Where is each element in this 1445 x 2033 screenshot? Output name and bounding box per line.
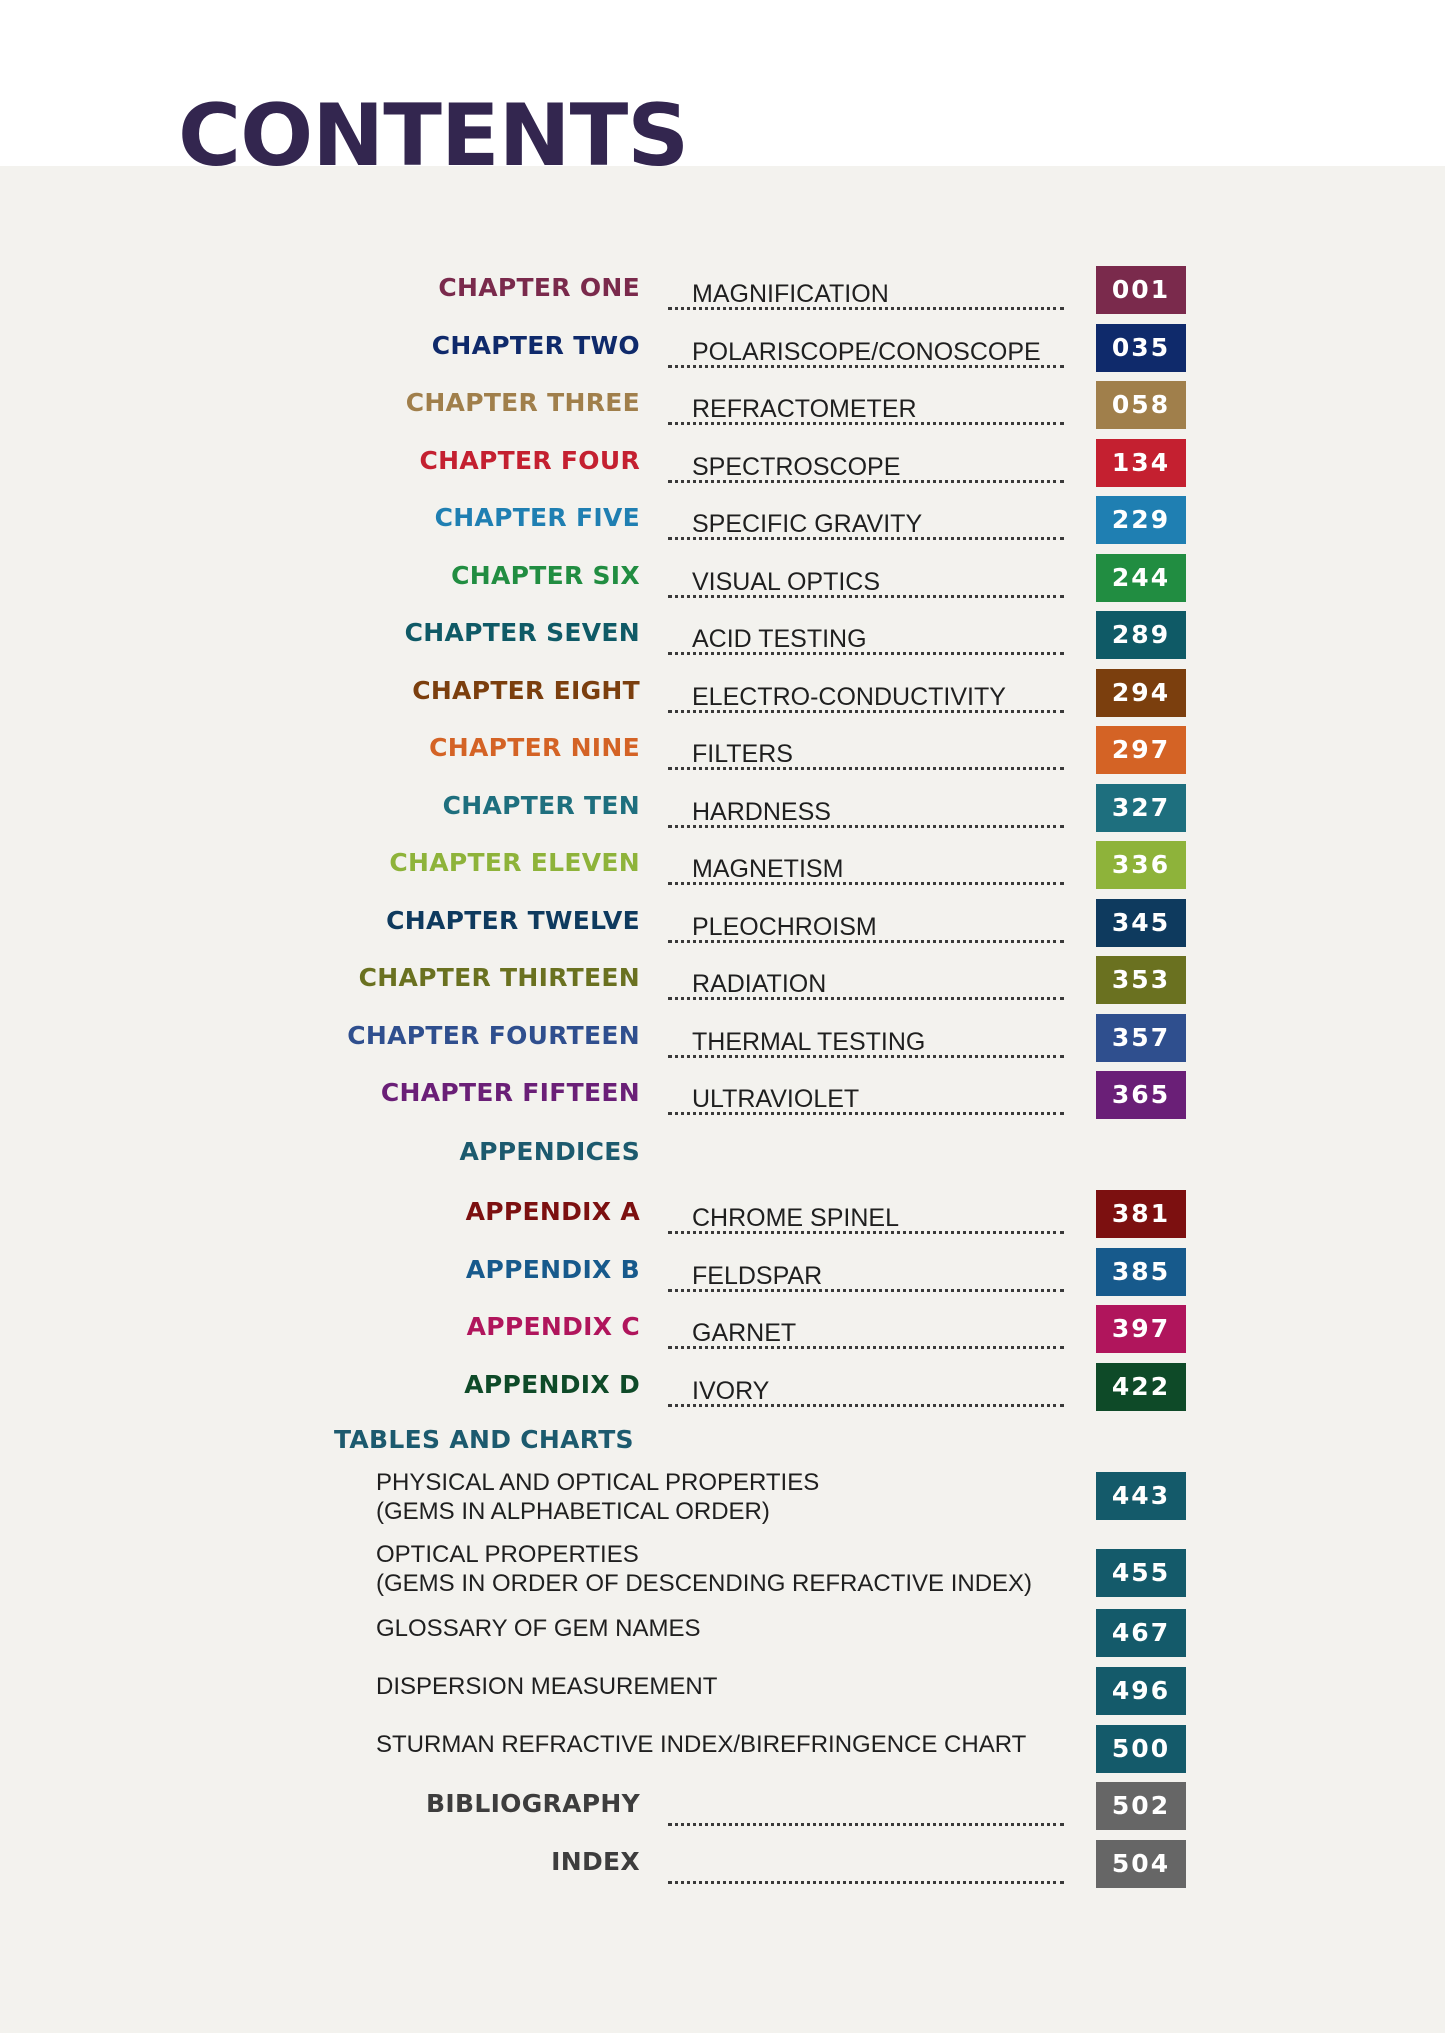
toc-entry[interactable] (0, 724, 1445, 776)
page-title: CONTENTS (178, 86, 689, 186)
entry-leader-line (668, 1369, 1064, 1407)
entry-leader-line (668, 502, 1064, 540)
entry-label[interactable]: CHAPTER FIVE (434, 503, 640, 532)
title-line: OPTICAL PROPERTIES (376, 1541, 639, 1568)
toc-entry[interactable] (0, 437, 1445, 489)
title-line: DISPERSION MEASUREMENT (376, 1673, 718, 1700)
table-entry-title[interactable] (376, 1540, 1032, 1598)
page-number-badge[interactable]: 496 (1096, 1667, 1186, 1715)
entry-label[interactable]: APPENDIX A (465, 1197, 640, 1226)
page-number-badge[interactable]: 297 (1096, 726, 1186, 774)
page-number-badge[interactable]: 244 (1096, 554, 1186, 602)
page-number-badge[interactable]: 397 (1096, 1305, 1186, 1353)
appendices-heading: APPENDICES (459, 1137, 640, 1166)
tables-heading: TABLES AND CHARTS (334, 1425, 634, 1454)
entry-leader-line (668, 330, 1064, 368)
entry-topic[interactable]: PLEOCHROISM (692, 912, 877, 941)
entry-topic[interactable]: SPECIFIC GRAVITY (692, 510, 923, 538)
entry-topic[interactable]: MAGNIFICATION (692, 280, 889, 308)
toc-entry[interactable] (0, 1780, 1445, 1832)
entry-topic[interactable]: ELECTRO-CONDUCTIVITY (692, 682, 1006, 711)
table-entry-title[interactable] (376, 1614, 701, 1643)
page-number-badge[interactable]: 365 (1096, 1071, 1186, 1119)
title-line: GLOSSARY OF GEM NAMES (376, 1615, 701, 1642)
title-line: (GEMS IN ORDER OF DESCENDING REFRACTIVE INDEX) (376, 1570, 1033, 1597)
entry-label[interactable]: CHAPTER FOURTEEN (347, 1020, 640, 1050)
entry-topic[interactable]: CHROME SPINEL (692, 1204, 899, 1232)
entry-label[interactable]: CHAPTER FOUR (419, 445, 640, 475)
entry-leader-line (668, 675, 1064, 713)
title-line: PHYSICAL AND OPTICAL PROPERTIES (376, 1469, 820, 1496)
toc-entry[interactable] (0, 667, 1445, 719)
entry-leader-line (668, 1077, 1064, 1115)
page-number-badge[interactable]: 504 (1096, 1840, 1186, 1888)
entry-topic[interactable]: FILTERS (692, 740, 793, 768)
entry-label[interactable]: CHAPTER SEVEN (404, 618, 640, 647)
entry-label[interactable]: BIBLIOGRAPHY (426, 1789, 640, 1818)
entry-leader-line (668, 272, 1064, 310)
page-number-badge[interactable]: 455 (1096, 1549, 1186, 1597)
entry-leader-line (668, 1846, 1064, 1884)
toc-entry[interactable] (0, 322, 1445, 374)
toc-entry[interactable] (0, 552, 1445, 604)
entry-label[interactable]: CHAPTER EIGHT (412, 675, 640, 705)
entry-label[interactable]: CHAPTER NINE (429, 733, 640, 762)
page-number-badge[interactable]: 467 (1096, 1609, 1186, 1657)
page-number-badge[interactable]: 345 (1096, 899, 1186, 947)
entry-leader-line (668, 445, 1064, 483)
entry-topic[interactable]: FELDSPAR (692, 1261, 823, 1290)
entry-leader-line (668, 1788, 1064, 1826)
page-number-badge[interactable]: 353 (1096, 956, 1186, 1004)
entry-label[interactable]: APPENDIX C (466, 1312, 640, 1341)
entry-topic[interactable]: MAGNETISM (692, 855, 844, 883)
toc-entry[interactable] (0, 609, 1445, 661)
table-entry-title[interactable] (376, 1730, 1026, 1759)
title-line: STURMAN REFRACTIVE INDEX/BIREFRINGENCE CHART (376, 1731, 1027, 1758)
entry-label[interactable]: CHAPTER THIRTEEN (358, 963, 640, 992)
entry-label[interactable]: CHAPTER THREE (405, 388, 640, 417)
page-number-badge[interactable]: 381 (1096, 1190, 1186, 1238)
page-number-badge[interactable]: 357 (1096, 1014, 1186, 1062)
entry-leader-line (668, 387, 1064, 425)
entry-topic[interactable]: REFRACTOMETER (692, 395, 917, 423)
toc-entry[interactable] (0, 782, 1445, 834)
toc-entry[interactable] (0, 897, 1445, 949)
page-number-badge[interactable]: 502 (1096, 1782, 1186, 1830)
entry-leader-line (668, 905, 1064, 943)
toc-entry[interactable] (0, 494, 1445, 546)
entry-label[interactable]: APPENDIX D (464, 1369, 640, 1399)
toc-entry[interactable] (0, 264, 1445, 316)
page-number-badge[interactable]: 327 (1096, 784, 1186, 832)
toc-entry[interactable] (0, 1188, 1445, 1240)
entry-label[interactable]: CHAPTER SIX (451, 560, 640, 590)
entry-leader-line (668, 617, 1064, 655)
entry-leader-line (668, 1196, 1064, 1234)
entry-topic[interactable]: POLARISCOPE/CONOSCOPE (692, 337, 1041, 366)
entry-label[interactable]: CHAPTER TWO (431, 330, 640, 360)
page-number-badge[interactable]: 134 (1096, 439, 1186, 487)
entry-leader-line (668, 962, 1064, 1000)
entry-topic[interactable]: IVORY (692, 1376, 770, 1405)
entry-topic[interactable]: HARDNESS (692, 797, 831, 826)
toc-entry[interactable] (0, 1069, 1445, 1121)
entry-topic[interactable]: SPECTROSCOPE (692, 452, 901, 481)
entry-label[interactable]: CHAPTER ONE (438, 273, 640, 302)
entry-label[interactable]: APPENDIX B (465, 1254, 640, 1284)
entry-topic[interactable]: THERMAL TESTING (692, 1027, 926, 1056)
toc-entry[interactable] (0, 379, 1445, 431)
page-number-badge[interactable]: 289 (1096, 611, 1186, 659)
page-number-badge[interactable]: 336 (1096, 841, 1186, 889)
entry-topic[interactable]: RADIATION (692, 970, 827, 998)
page-number-badge[interactable]: 229 (1096, 496, 1186, 544)
toc-entry[interactable] (0, 954, 1445, 1006)
entry-topic[interactable]: ACID TESTING (692, 625, 867, 653)
entry-topic[interactable]: VISUAL OPTICS (692, 567, 881, 596)
table-entry-title[interactable] (376, 1468, 819, 1526)
page-number-badge[interactable]: 001 (1096, 266, 1186, 314)
page-number-badge[interactable]: 058 (1096, 381, 1186, 429)
page-number-badge[interactable]: 422 (1096, 1363, 1186, 1411)
entry-label[interactable]: CHAPTER ELEVEN (389, 848, 640, 877)
toc-entry[interactable] (0, 1303, 1445, 1355)
entry-topic[interactable]: GARNET (692, 1319, 797, 1347)
toc-entry[interactable] (0, 839, 1445, 891)
entry-leader-line (668, 560, 1064, 598)
page-number-badge[interactable]: 035 (1096, 324, 1186, 372)
toc-entry[interactable] (0, 1012, 1445, 1064)
page-number-badge[interactable]: 443 (1096, 1472, 1186, 1520)
title-line: (GEMS IN ALPHABETICAL ORDER) (376, 1498, 770, 1525)
entry-leader-line (668, 847, 1064, 885)
toc-entry[interactable] (0, 1246, 1445, 1298)
page-number-badge[interactable]: 385 (1096, 1248, 1186, 1296)
entry-label[interactable]: INDEX (551, 1846, 640, 1876)
entry-leader-line (668, 1020, 1064, 1058)
entry-leader-line (668, 1254, 1064, 1292)
entry-label[interactable]: CHAPTER FIFTEEN (380, 1078, 640, 1107)
entry-leader-line (668, 732, 1064, 770)
toc-entry[interactable] (0, 1361, 1445, 1413)
toc-entry[interactable] (0, 1838, 1445, 1890)
page-number-badge[interactable]: 294 (1096, 669, 1186, 717)
entry-topic[interactable]: ULTRAVIOLET (692, 1085, 860, 1113)
page-number-badge[interactable]: 500 (1096, 1725, 1186, 1773)
entry-leader-line (668, 1311, 1064, 1349)
entry-leader-line (668, 790, 1064, 828)
entry-label[interactable]: CHAPTER TWELVE (386, 905, 640, 935)
entry-label[interactable]: CHAPTER TEN (442, 790, 640, 820)
table-entry-title[interactable] (376, 1672, 717, 1701)
